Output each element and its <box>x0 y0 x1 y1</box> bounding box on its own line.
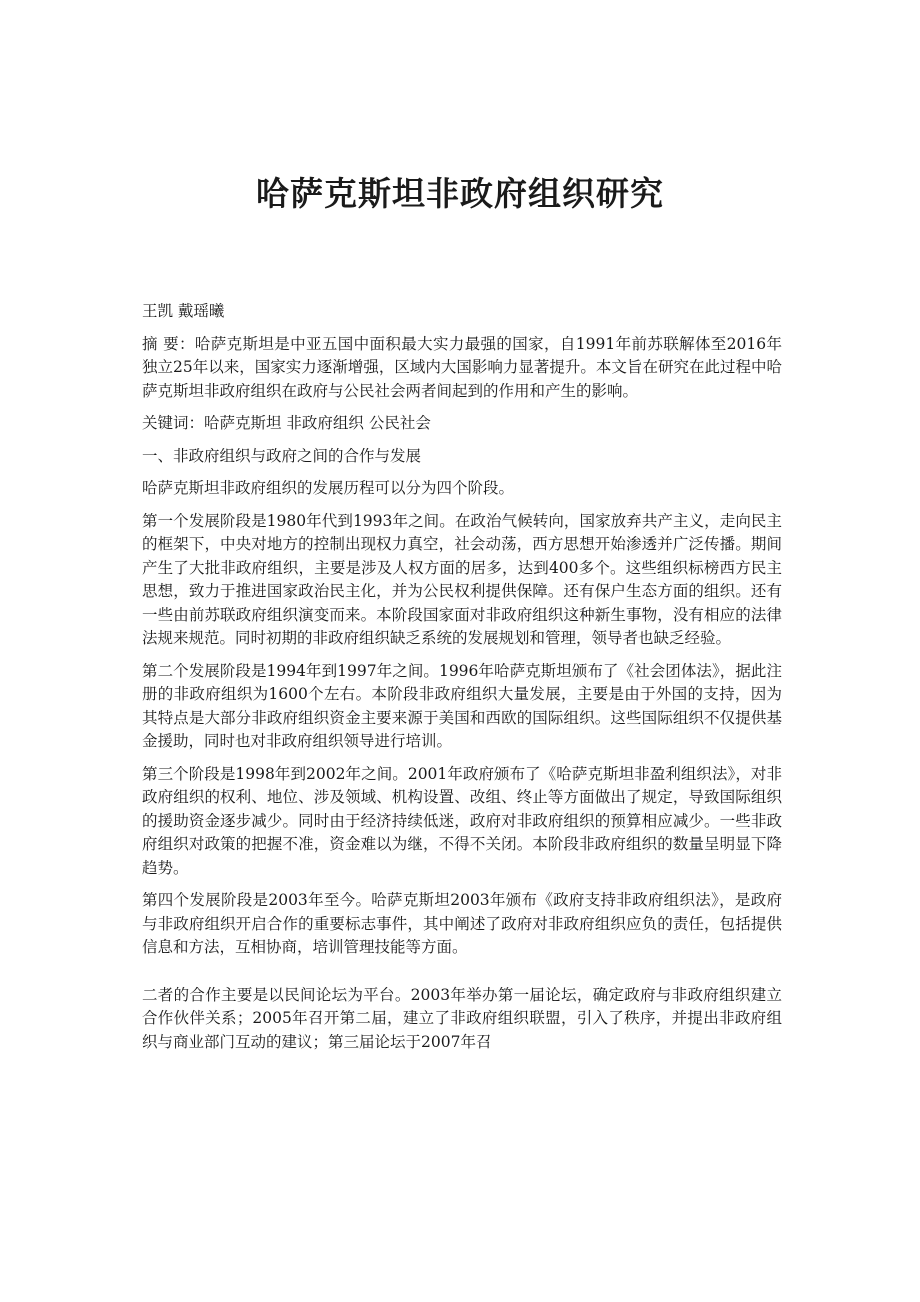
section-heading: 一、非政府组织与政府之间的合作与发展 <box>142 446 422 465</box>
body-paragraph: 第二个发展阶段是1994年到1997年之间。1996年哈萨克斯坦颁布了《社会团体法》，据此注册的非政府组织为1600个左右。本阶段非政府组织大量发展，主要是由于外国的支持，因为其特点是大部分非政府组织资金主要来源于美国和西欧的国际组织。这些国际组织不仅提供基金援助，同时也对非政府组织领导进行培训。 <box>142 661 782 750</box>
authors-line: 王凯 戴瑶曦 <box>142 302 225 320</box>
body-paragraph: 第一个发展阶段是1980年代到1993年之间。在政治气候转向，国家放弃共产主义，走向民主的框架下，中央对地方的控制出现权力真空，社会动荡，西方思想开始渗透并广泛传播。期间产生了大批非政府组织，主要是涉及人权方面的居多，达到400多个。这些组织标榜西方民主思想，致力于推进国家政治民主化，并为公民权利提供保障。还有保户生态方面的组织。还有一些由前苏联政府组织演变而来。本阶段国家面对非政府组织这种新生事物，没有相应的法律法规来规范。同时初期的非政府组织缺乏系统的发展规划和管理，领导者也缺乏经验。 <box>142 511 782 647</box>
body-paragraph: 二者的合作主要是以民间论坛为平台。2003年举办第一届论坛，确定政府与非政府组织建立合作伙伴关系；2005年召开第二届，建立了非政府组织联盟，引入了秩序，并提出非政府组织与商业部门互动的建议；第三届论坛于2007年召 <box>142 985 782 1051</box>
body-paragraph: 第四个发展阶段是2003年至今。哈萨克斯坦2003年颁布《政府支持非政府组织法》，是政府与非政府组织开启合作的重要标志事件，其中阐述了政府对非政府组织应负的责任，包括提供信息和方法，互相协商，培训管理技能等方面。 <box>142 891 782 956</box>
paper-body <box>142 300 782 1063</box>
body-paragraph: 哈萨克斯坦非政府组织的发展历程可以分为四个阶段。 <box>142 479 515 497</box>
body-paragraph: 第三个阶段是1998年到2002年之间。2001年政府颁布了《哈萨克斯坦非盈利组织法》，对非政府组织的权利、地位、涉及领域、机构设置、改组、终止等方面做出了规定，导致国际组织的援助资金逐步减少。同时由于经济持续低迷，政府对非政府组织的预算相应减少。一些非政府组织对政策的把握不准，资金难以为继，不得不关闭。本阶段非政府组织的数量呈明显下降趋势。 <box>142 764 782 877</box>
abstract-paragraph: 摘 要：哈萨克斯坦是中亚五国中面积最大实力最强的国家，自1991年前苏联解体至2016年独立25年以来，国家实力逐渐增强，区域内大国影响力显著提升。本文旨在研究在此过程中哈萨克斯坦非政府组织在政府与公民社会两者间起到的作用和产生的影响。 <box>142 334 782 400</box>
paper-title: 哈萨克斯坦非政府组织研究 <box>256 174 664 213</box>
keywords-line: 关键词：哈萨克斯坦 非政府组织 公民社会 <box>142 414 431 432</box>
